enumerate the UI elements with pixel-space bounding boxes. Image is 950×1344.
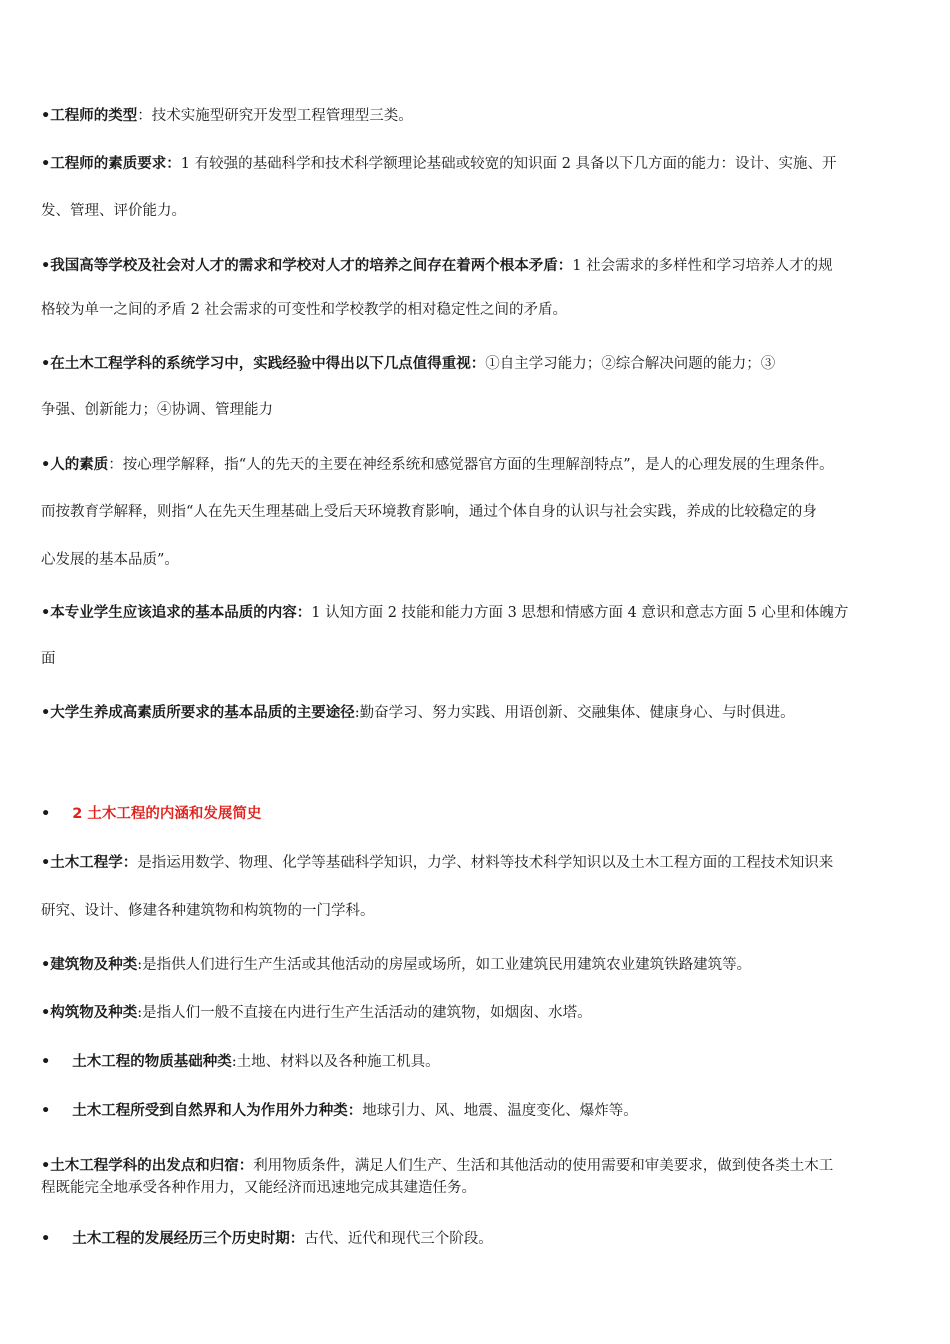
paragraph-practice-experience: [41, 354, 916, 374]
paragraph-material-basis: [41, 1052, 916, 1072]
paragraph-continuation: 发、管理、评价能力。: [41, 203, 186, 219]
term: 建筑物及种类: [50, 957, 138, 973]
definition: 1 认知方面 2 技能和能力方面 3 思想和情感方面 4 意识和意志方面 5 心里和体魄方: [311, 605, 849, 621]
bullet: •: [41, 1231, 51, 1247]
definition: 地球引力、风、地震、温度变化、爆炸等。: [362, 1103, 638, 1119]
paragraph-continuation: 而按教育学解释，则指“人在先天生理基础上受后天环境教育影响，通过个体自身的认识与社会实践，养成的比较稳定的身: [41, 504, 817, 520]
definition: 1 有较强的基础科学和技术科学额理论基础或较宽的知识面 2 具备以下几方面的能力：设计、实施、开: [180, 156, 837, 172]
bullet: •: [41, 1158, 51, 1174]
paragraph-engineer-types: [41, 106, 916, 126]
separator: :: [354, 705, 360, 721]
term: 在土木工程学科的系统学习中，实践经验中得出以下几点值得重视：: [50, 356, 486, 372]
term: 土木工程的物质基础种类: [72, 1054, 232, 1070]
definition: 1 社会需求的多样性和学习培养人才的规: [572, 258, 833, 274]
paragraph-basic-quality-content: [41, 603, 916, 623]
definition: 是指运用数学、物理、化学等基础科学知识，力学、材料等技术科学知识以及土木工程方面的工程技术知识来: [137, 855, 834, 871]
paragraph-starting-point: [41, 1156, 916, 1176]
section-heading: [41, 804, 916, 824]
term: 土木工程学：: [50, 855, 138, 871]
separator: :: [137, 1005, 143, 1021]
bullet: •: [41, 705, 51, 721]
bullet: •: [41, 1054, 51, 1070]
bullet: •: [41, 855, 51, 871]
term: 工程师的类型: [50, 108, 138, 124]
paragraph-structures: [41, 1003, 916, 1023]
term: 人的素质: [50, 457, 109, 473]
term: 大学生养成高素质所要求的基本品质的主要途径: [50, 705, 355, 721]
paragraph-continuation: 程既能完全地承受各种作用力，又能经济而迅速地完成其建造任务。: [41, 1180, 476, 1196]
paragraph-history-periods: [41, 1229, 916, 1249]
paragraph-buildings: [41, 955, 916, 975]
section-title: 2 土木工程的内涵和发展简史: [72, 806, 262, 822]
term: 构筑物及种类: [50, 1005, 138, 1021]
bullet: •: [41, 356, 51, 372]
definition: ①自主学习能力；②综合解决问题的能力；③: [485, 356, 776, 372]
definition: 技术实施型研究开发型工程管理型三类。: [151, 108, 413, 124]
bullet: •: [41, 1103, 51, 1119]
definition: 古代、近代和现代三个阶段。: [304, 1231, 493, 1247]
bullet: •: [41, 1005, 51, 1021]
separator: :: [231, 1054, 237, 1070]
paragraph-continuation: 面: [41, 651, 56, 667]
bullet: •: [41, 108, 51, 124]
paragraph-continuation: 研究、设计、修建各种建筑物和构筑物的一门学科。: [41, 903, 375, 919]
bullet: •: [41, 605, 51, 621]
paragraph-continuation: 格较为单一之间的矛盾 2 社会需求的可变性和学校教学的相对稳定性之间的矛盾。: [41, 302, 567, 318]
term: 本专业学生应该追求的基本品质的内容：: [50, 605, 312, 621]
bullet: •: [41, 957, 51, 973]
separator: ：: [137, 108, 152, 124]
definition: 按心理学解释，指“人的先天的主要在神经系统和感觉器官方面的生理解剖特点”，是人的心理发展的生理条件。: [122, 457, 834, 473]
paragraph-human-quality: [41, 455, 916, 475]
separator: :: [137, 957, 143, 973]
definition: 是指供人们进行生产生活或其他活动的房屋或场所，如工业建筑民用建筑农业建筑铁路建筑等。: [142, 957, 752, 973]
paragraph-continuation: 争强、创新能力；④协调、管理能力: [41, 402, 273, 418]
paragraph-engineer-qualities: [41, 154, 916, 174]
bullet: •: [41, 806, 51, 822]
paragraph-external-forces: [41, 1101, 916, 1121]
term: 土木工程学科的出发点和归宿：: [50, 1158, 254, 1174]
term: 土木工程的发展经历三个历史时期：: [72, 1231, 305, 1247]
definition: 土地、材料以及各种施工机具。: [236, 1054, 440, 1070]
definition: 勤奋学习、努力实践、用语创新、交融集体、健康身心、与时俱进。: [359, 705, 795, 721]
paragraph-continuation: 心发展的基本品质”。: [41, 552, 179, 568]
term: 工程师的素质要求：: [50, 156, 181, 172]
paragraph-main-approaches: [41, 703, 916, 723]
bullet: •: [41, 457, 51, 473]
term: 土木工程所受到自然界和人为作用外力种类：: [72, 1103, 363, 1119]
definition: 利用物质条件，满足人们生产、生活和其他活动的使用需要和审美要求，做到使各类土木工: [253, 1158, 834, 1174]
paragraph-two-contradictions: [41, 256, 916, 276]
separator: ：: [108, 457, 123, 473]
paragraph-civil-engineering: [41, 853, 916, 873]
bullet: •: [41, 156, 51, 172]
bullet: •: [41, 258, 51, 274]
definition: 是指人们一般不直接在内进行生产生活活动的建筑物，如烟囱、水塔。: [142, 1005, 592, 1021]
term: 我国高等学校及社会对人才的需求和学校对人才的培养之间存在着两个根本矛盾：: [50, 258, 573, 274]
